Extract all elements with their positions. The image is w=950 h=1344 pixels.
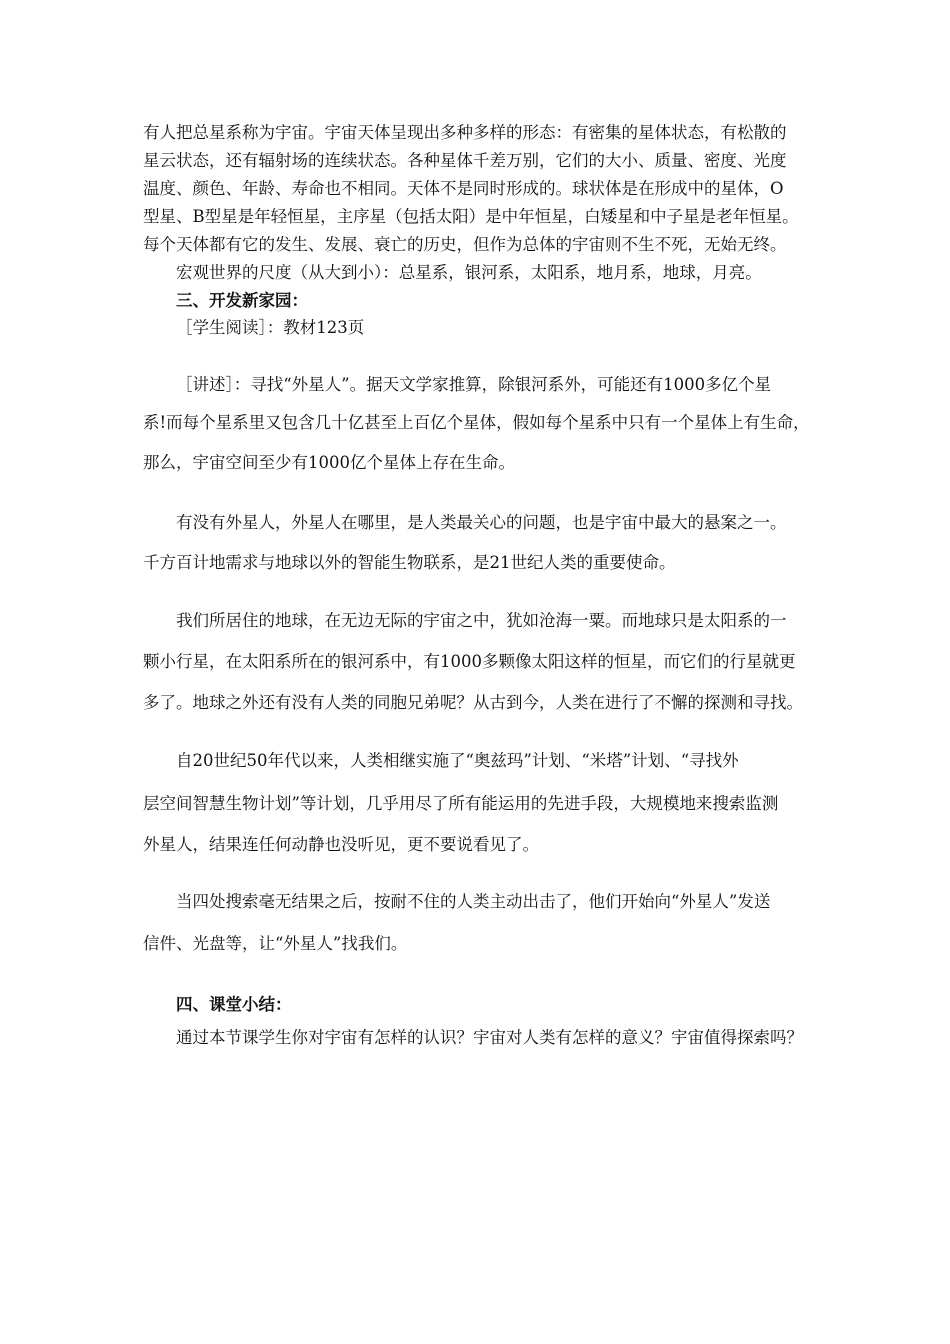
section-4-heading: 四、课堂小结： xyxy=(176,995,292,1014)
intro-line-3: 温度、颜色、年龄、寿命也不相同。天体不是同时形成的。球状体是在形成中的星体，O xyxy=(143,179,784,198)
signal-paragraph-line-1: 当四处搜索毫无结果之后，按耐不住的人类主动出击了，他们开始向“外星人”发送 xyxy=(176,892,771,911)
section-3-heading: 三、开发新家园： xyxy=(176,291,308,310)
student-reading-line: ［学生阅读］：教材123页 xyxy=(176,318,365,337)
earth-paragraph-line-1: 我们所居住的地球，在无边无际的宇宙之中，犹如沧海一粟。而地球只是太阳系的一 xyxy=(176,611,787,630)
aliens-paragraph-line-1: 有没有外星人，外星人在哪里，是人类最关心的问题，也是宇宙中最大的悬案之一。 xyxy=(176,513,787,532)
intro-line-2: 星云状态，还有辐射场的连续状态。各种星体千差万别，它们的大小、质量、密度、光度 xyxy=(143,151,787,170)
intro-line-5: 每个天体都有它的发生、发展、衰亡的历史，但作为总体的宇宙则不生不死，无始无终。 xyxy=(143,235,787,254)
earth-paragraph-line-2: 颗小行星，在太阳系所在的银河系中，有1000多颗像太阳这样的恒星，而它们的行星就更 xyxy=(143,652,796,671)
search-paragraph-line-1: 自20世纪50年代以来，人类相继实施了“奥兹玛”计划、“米塔”计划、“寻找外 xyxy=(176,751,739,770)
search-paragraph-line-2: 层空间智慧生物计划”等计划，几乎用尽了所有能运用的先进手段，大规模地来搜索监测 xyxy=(143,794,779,813)
lecture-line-3: 那么，宇宙空间至少有1000亿个星体上存在生命。 xyxy=(143,453,515,472)
aliens-paragraph-line-2: 千方百计地需求与地球以外的智能生物联系，是21世纪人类的重要使命。 xyxy=(143,553,676,572)
search-paragraph-line-3: 外星人，结果连任何动静也没听见，更不要说看见了。 xyxy=(143,835,539,854)
intro-line-4: 型星、B型星是年轻恒星，主序星（包括太阳）是中年恒星，白矮星和中子星是老年恒星。 xyxy=(143,207,799,226)
lecture-line-1: ［讲述］：寻找“外星人”。据天文学家推算，除银河系外，可能还有1000多亿个星 xyxy=(176,375,772,394)
scale-line: 宏观世界的尺度（从大到小）：总星系，银河系，太阳系，地月系，地球，月亮。 xyxy=(176,263,762,282)
summary-line: 通过本节课学生你对宇宙有怎样的认识？宇宙对人类有怎样的意义？宇宙值得探索吗？ xyxy=(176,1028,803,1047)
intro-line-1: 有人把总星系称为宇宙。宇宙天体呈现出多种多样的形态：有密集的星体状态，有松散的 xyxy=(143,123,787,142)
signal-paragraph-line-2: 信件、光盘等，让“外星人”找我们。 xyxy=(143,934,408,953)
earth-paragraph-line-3: 多了。地球之外还有没有人类的同胞兄弟呢？从古到今，人类在进行了不懈的探测和寻找。 xyxy=(143,693,803,712)
lecture-line-2: 系!而每个星系里又包含几十亿甚至上百亿个星体，假如每个星系中只有一个星体上有生命， xyxy=(143,413,810,432)
